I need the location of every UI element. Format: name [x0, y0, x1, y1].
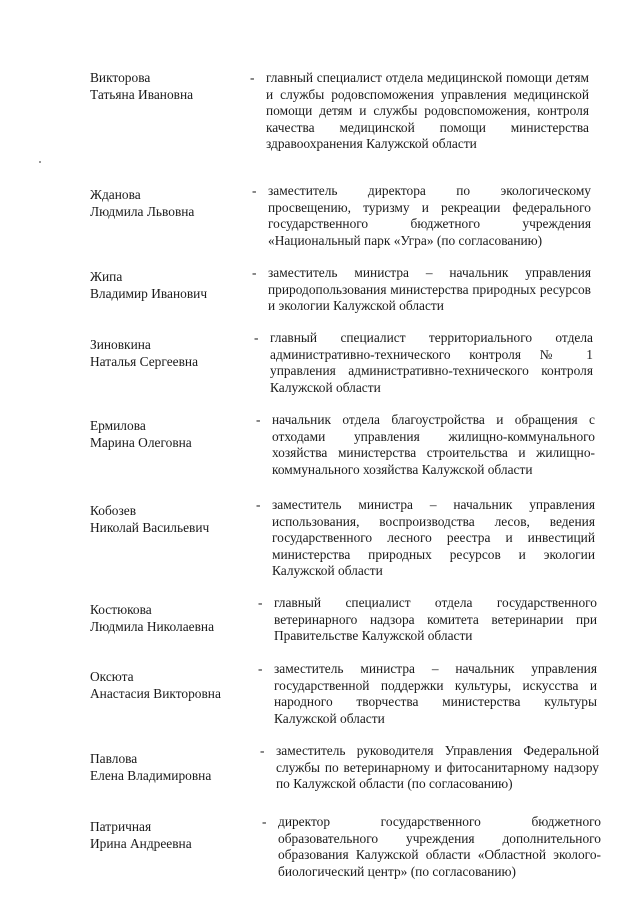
separator-dash: - — [252, 183, 257, 198]
member-name — [90, 602, 250, 635]
separator-dash: - — [258, 661, 263, 676]
member-given-names: Марина Олеговна — [90, 434, 192, 450]
member-given-names: Ирина Андреевна — [90, 835, 192, 851]
scan-speck — [39, 161, 41, 163]
separator-dash: - — [256, 412, 261, 427]
member-position: заместитель министра – начальник управления природопользования министерства природных ресурсов и экологии Калужской области — [268, 265, 591, 314]
member-surname: Павлова — [90, 751, 138, 766]
member-name — [90, 269, 250, 302]
member-position: заместитель руководителя Управления Федеральной службы по ветеринарному и фитосанитарному надзору по Калужской области (по согласованию) — [276, 743, 599, 792]
member-name — [90, 187, 250, 220]
member-given-names: Наталья Сергеевна — [90, 353, 199, 369]
member-surname: Жданова — [90, 187, 141, 202]
member-given-names: Елена Владимировна — [90, 767, 212, 783]
member-position: главный специалист территориального отдела административно-технического контроля № 1 управления административно-технического контроля Калужской области — [270, 330, 593, 395]
member-surname: Жипа — [90, 269, 123, 284]
member-surname: Викторова — [90, 70, 151, 85]
separator-dash: - — [252, 265, 257, 280]
member-given-names: Татьяна Ивановна — [90, 86, 194, 102]
member-position: главный специалист отдела государственного ветеринарного надзора комитета ветеринарии при Правительстве Калужской области — [274, 595, 597, 644]
member-position: заместитель директора по экологическому просвещению, туризму и рекреации федерального государственного бюджетного учреждения «Национальный парк «Угра» (по согласованию) — [268, 183, 591, 248]
member-surname: Костюкова — [90, 602, 152, 617]
member-surname: Зиновкина — [90, 337, 151, 352]
separator-dash: - — [254, 330, 259, 345]
member-name — [90, 819, 250, 852]
member-name — [90, 70, 250, 103]
member-name — [90, 337, 250, 370]
member-surname: Патричная — [90, 819, 152, 834]
separator-dash: - — [262, 814, 267, 829]
member-name — [90, 503, 250, 536]
member-given-names: Людмила Николаевна — [90, 618, 215, 634]
member-name — [90, 669, 250, 702]
member-surname: Ермилова — [90, 418, 146, 433]
member-given-names: Анастасия Викторовна — [90, 685, 221, 701]
member-position: заместитель министра – начальник управления государственной поддержки культуры, искусства и народного творчества министерства культуры Калужской области — [274, 661, 597, 726]
member-position: заместитель министра – начальник управления использования, воспроизводства лесов, ведения государственного лесного реестра и инвестиций министерства природных ресурсов и экологии Калужской области — [272, 497, 595, 579]
member-position: начальник отдела благоустройства и обращения с отходами управления жилищно-коммунального хозяйства министерства строительства и жилищно-коммунального хозяйства Калужской области — [272, 412, 595, 477]
member-given-names: Людмила Львовна — [90, 203, 195, 219]
member-position: директор государственного бюджетного образовательного учреждения дополнительного образования Калужской области «Областной эколого-биологический центр» (по согласованию) — [278, 814, 601, 879]
member-name — [90, 751, 250, 784]
member-name — [90, 418, 250, 451]
member-given-names: Николай Васильевич — [90, 519, 210, 535]
member-given-names: Владимир Иванович — [90, 285, 208, 301]
separator-dash: - — [250, 70, 255, 85]
member-position: главный специалист отдела медицинской помощи детям и службы родовспоможения управления медицинской помощи детям и службы родовспоможения, контроля качества медицинской помощи министерства здравоохранения Калужской области — [266, 70, 589, 152]
separator-dash: - — [258, 595, 263, 610]
member-surname: Оксюта — [90, 669, 134, 684]
separator-dash: - — [256, 497, 261, 512]
separator-dash: - — [260, 743, 265, 758]
member-surname: Кобозев — [90, 503, 137, 518]
